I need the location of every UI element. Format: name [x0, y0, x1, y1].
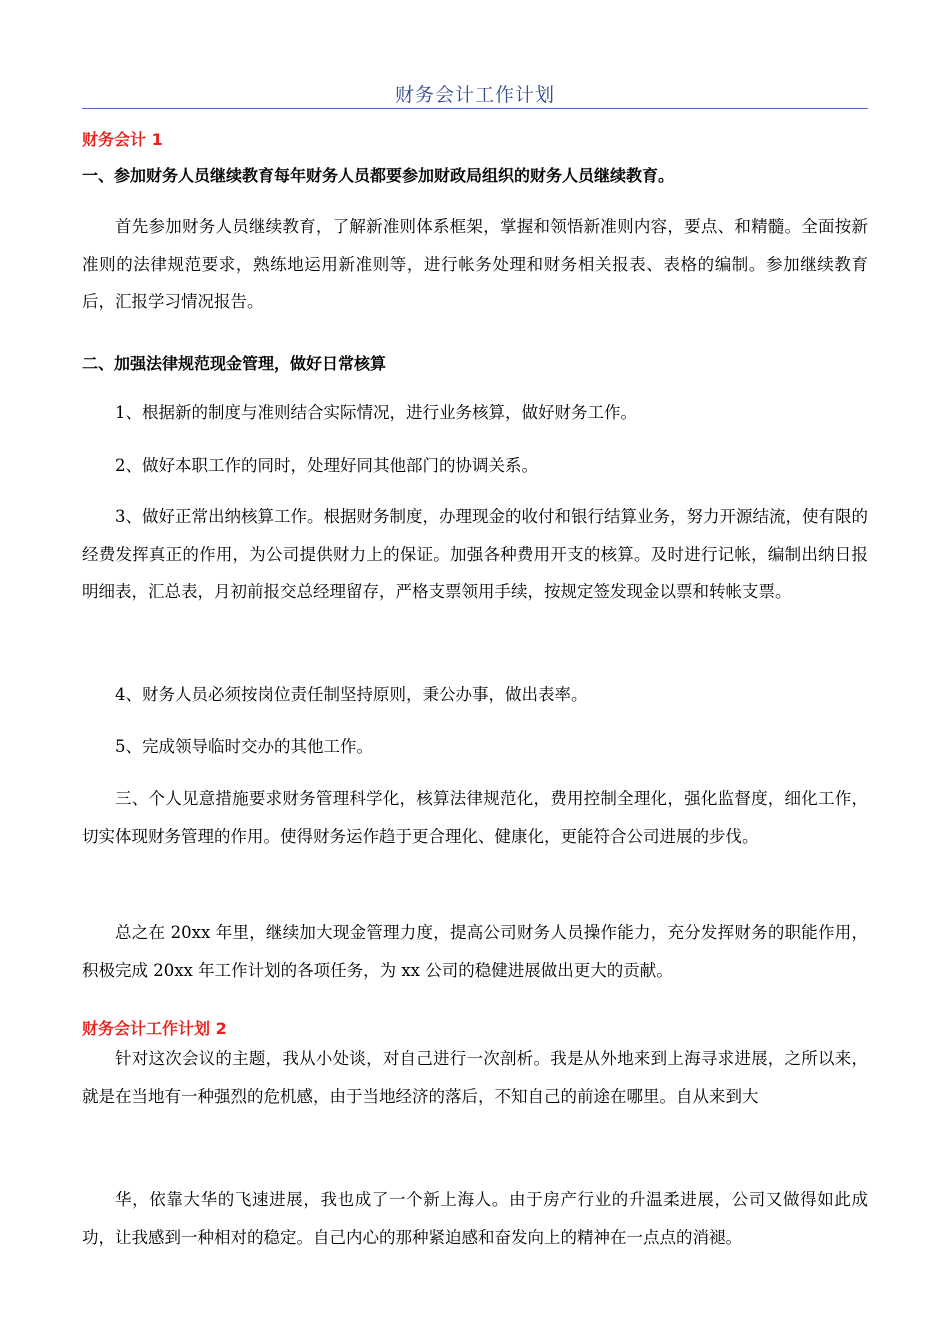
list-item-4: 4、财务人员必须按岗位责任制坚持原则，秉公办事，做出表率。	[115, 685, 588, 704]
document-title: 财务会计工作计划	[394, 84, 555, 106]
paragraph-personal-suggestions: 三、个人见意措施要求财务管理科学化，核算法律规范化，费用控制全理化，强化监督度，细化工作，切实体现财务管理的作用。使得财务运作趋于更合理化、健康化，更能符合公司进展的步伐。	[82, 789, 868, 846]
list-item-3: 3、做好正常出纳核算工作。根据财务制度，办理现金的收付和银行结算业务，努力开源结流，使有限的经费发挥真正的作用，为公司提供财力上的保证。加强各种费用开支的核算。及时进行记帐，编制出纳日报明细表，汇总表，月初前报交总经理留存，严格支票领用手续，按规定签发现金以票和转帐支票。	[82, 507, 868, 601]
section-heading-1: 财务会计 1	[82, 130, 163, 149]
paragraph-self-analysis: 针对这次会议的主题，我从小处谈，对自己进行一次剖析。我是从外地来到上海寻求进展，之所以来，就是在当地有一种强烈的危机感，由于当地经济的落后，不知自己的前途在哪里。自从来到大	[82, 1049, 868, 1106]
section-heading-2: 财务会计工作计划 2	[82, 1019, 227, 1038]
list-item-1: 1、根据新的制度与准则结合实际情况，进行业务核算，做好财务工作。	[115, 403, 637, 422]
title-underline	[82, 108, 868, 109]
paragraph-continuing-education: 首先参加财务人员继续教育，了解新准则体系框架，掌握和领悟新准则内容，要点、和精髓。全面按新准则的法律规范要求，熟练地运用新准则等，进行帐务处理和财务相关报表、表格的编制。参加继续教育后，汇报学习情况报告。	[82, 217, 868, 311]
heading-continuing-education: 一、参加财务人员继续教育每年财务人员都要参加财政局组织的财务人员继续教育。	[82, 166, 675, 185]
paragraph-company-growth: 华，依靠大华的飞速进展，我也成了一个新上海人。由于房产行业的升温柔进展，公司又做得如此成功，让我感到一种相对的稳定。自己内心的那种紧迫感和奋发向上的精神在一点点的消褪。	[82, 1190, 868, 1247]
heading-cash-management: 二、加强法律规范现金管理，做好日常核算	[82, 354, 387, 373]
list-item-5: 5、完成领导临时交办的其他工作。	[115, 737, 373, 756]
list-item-2: 2、做好本职工作的同时，处理好同其他部门的协调关系。	[115, 456, 538, 475]
paragraph-conclusion: 总之在 20xx 年里，继续加大现金管理力度，提高公司财务人员操作能力，充分发挥财务的职能作用，积极完成 20xx 年工作计划的各项任务，为 xx 公司的稳健进展做出更大的贡献。	[82, 923, 868, 980]
